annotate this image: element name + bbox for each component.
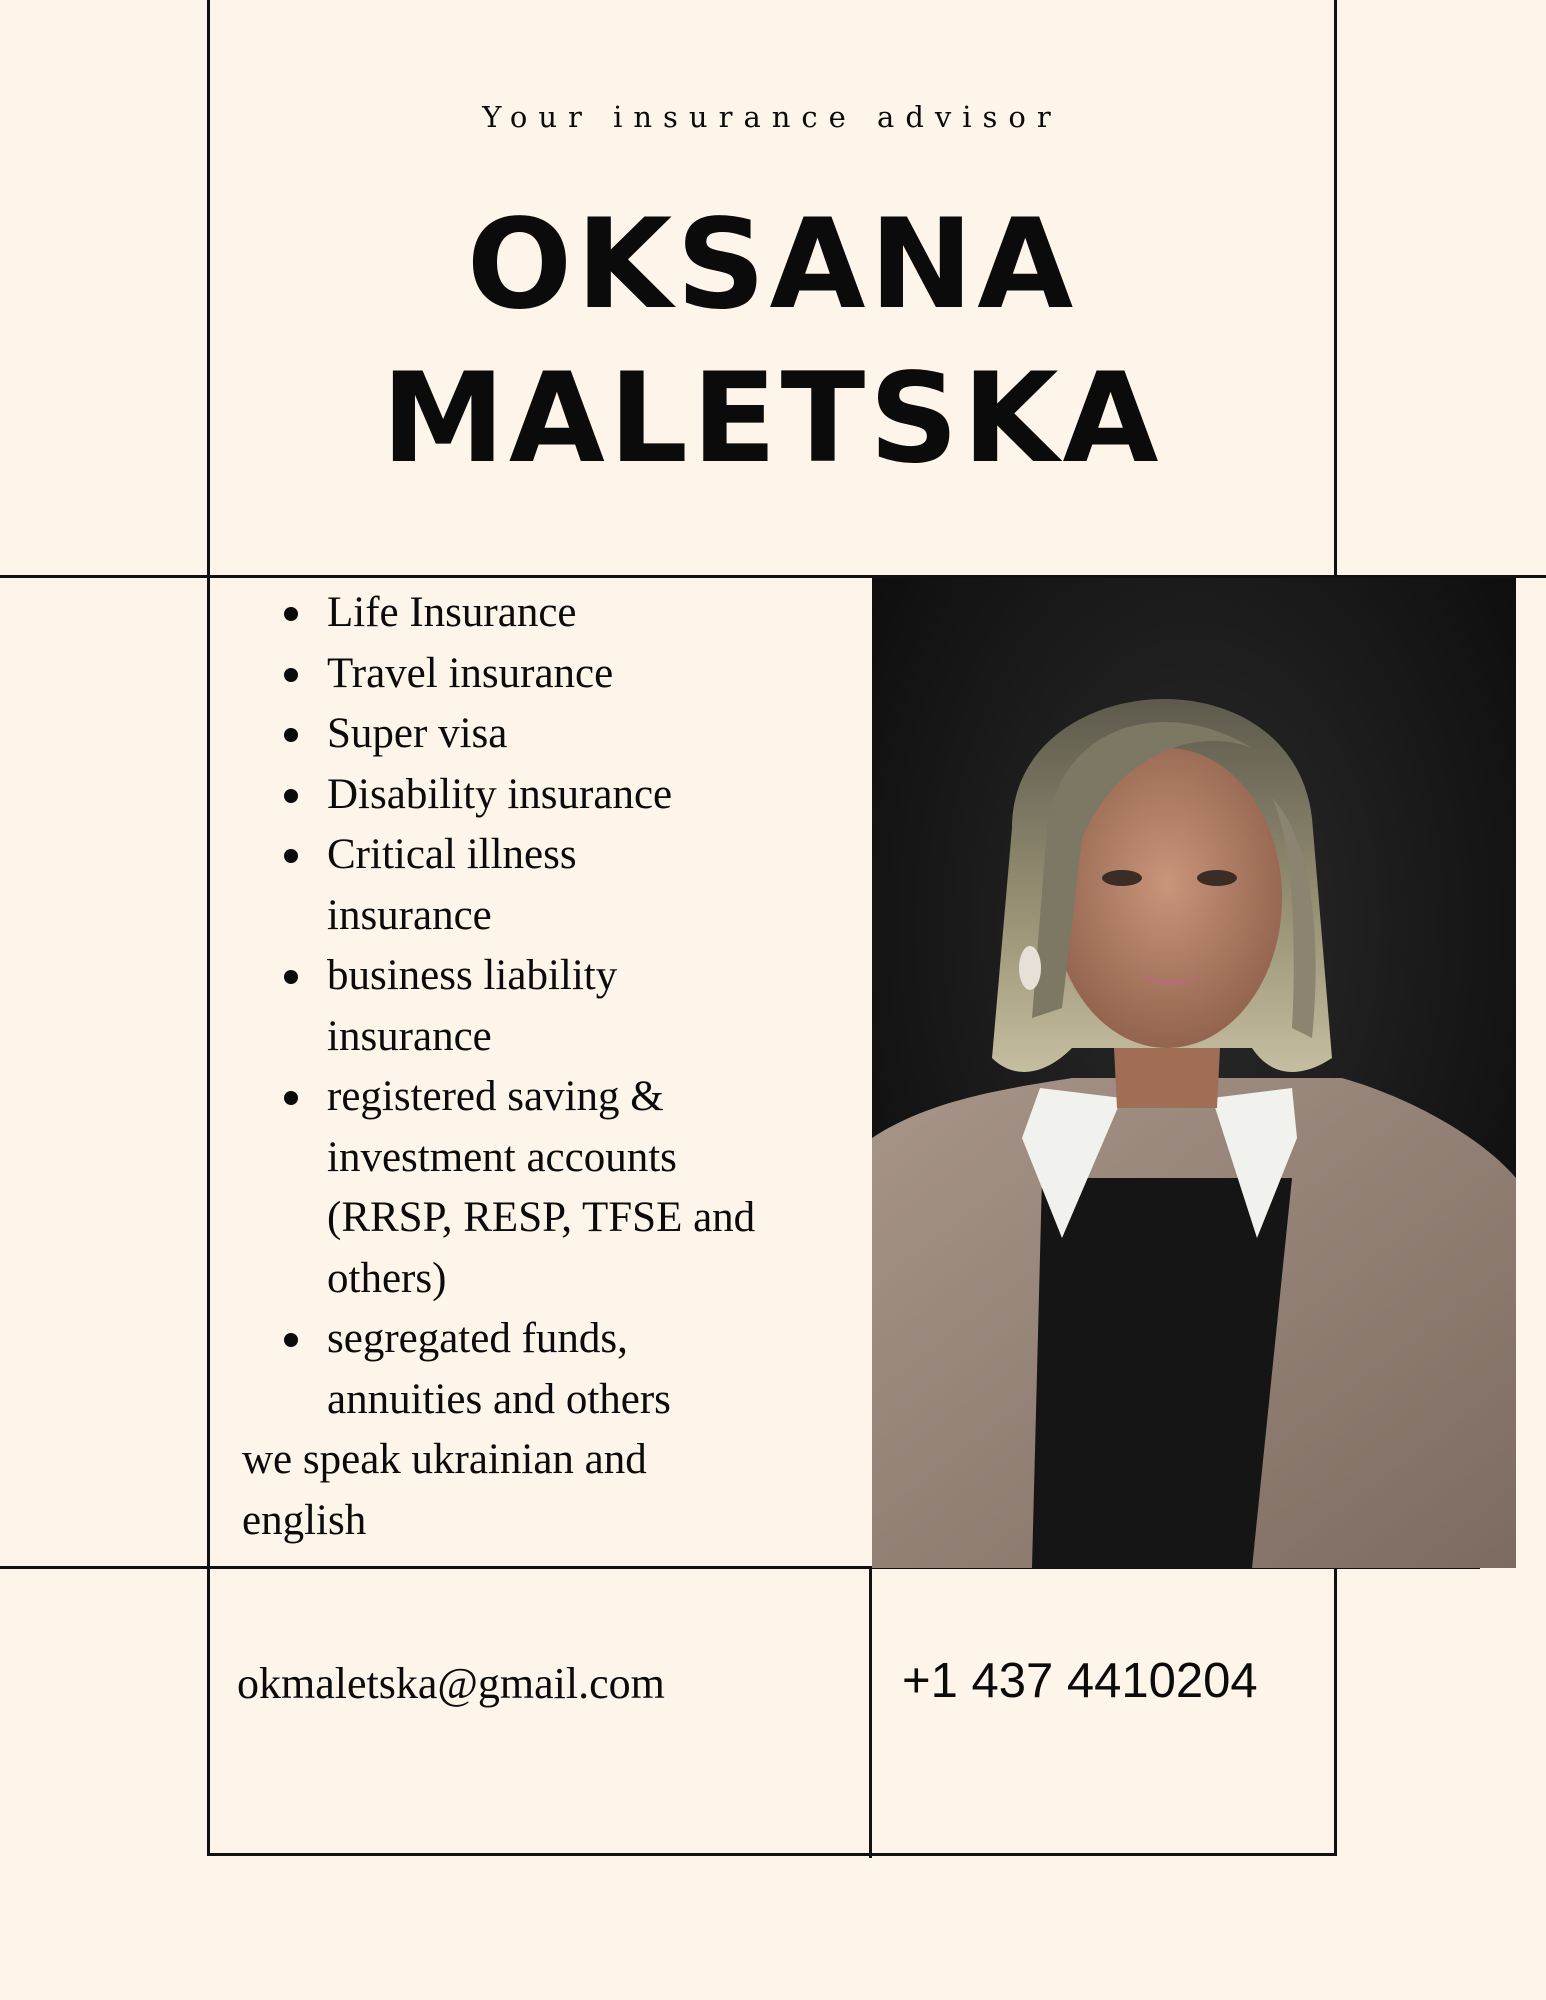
middle-vertical-line bbox=[869, 1568, 872, 1858]
service-item: registered saving & investment accounts (RRSP, RESP, TFSE and others) bbox=[242, 1067, 757, 1309]
bottom-horizontal-line bbox=[207, 1853, 1337, 1856]
email-address[interactable]: okmaletska@gmail.com bbox=[237, 1659, 665, 1708]
advisor-last-name: MALETSKA bbox=[381, 347, 1163, 491]
phone-number[interactable]: +1 437 4410204 bbox=[902, 1654, 1258, 1708]
service-item: business liability insurance bbox=[242, 946, 727, 1067]
services-list bbox=[242, 583, 842, 1430]
advisor-first-name: OKSANA bbox=[466, 193, 1078, 337]
advisor-name bbox=[209, 188, 1335, 496]
service-item: Critical illness insurance bbox=[242, 825, 657, 946]
advisor-photo bbox=[872, 578, 1516, 1568]
tagline: Your insurance advisor bbox=[482, 100, 1062, 134]
service-item: Life Insurance bbox=[242, 583, 842, 644]
service-item: Travel insurance bbox=[242, 644, 842, 705]
languages-note: we speak ukrainian and english bbox=[242, 1436, 647, 1544]
services-section bbox=[242, 583, 842, 1551]
right-vertical-line-bottom bbox=[1334, 1568, 1337, 1855]
service-item: Super visa bbox=[242, 704, 842, 765]
service-item: segregated funds, annuities and others bbox=[242, 1309, 757, 1430]
service-item: Disability insurance bbox=[242, 765, 842, 826]
